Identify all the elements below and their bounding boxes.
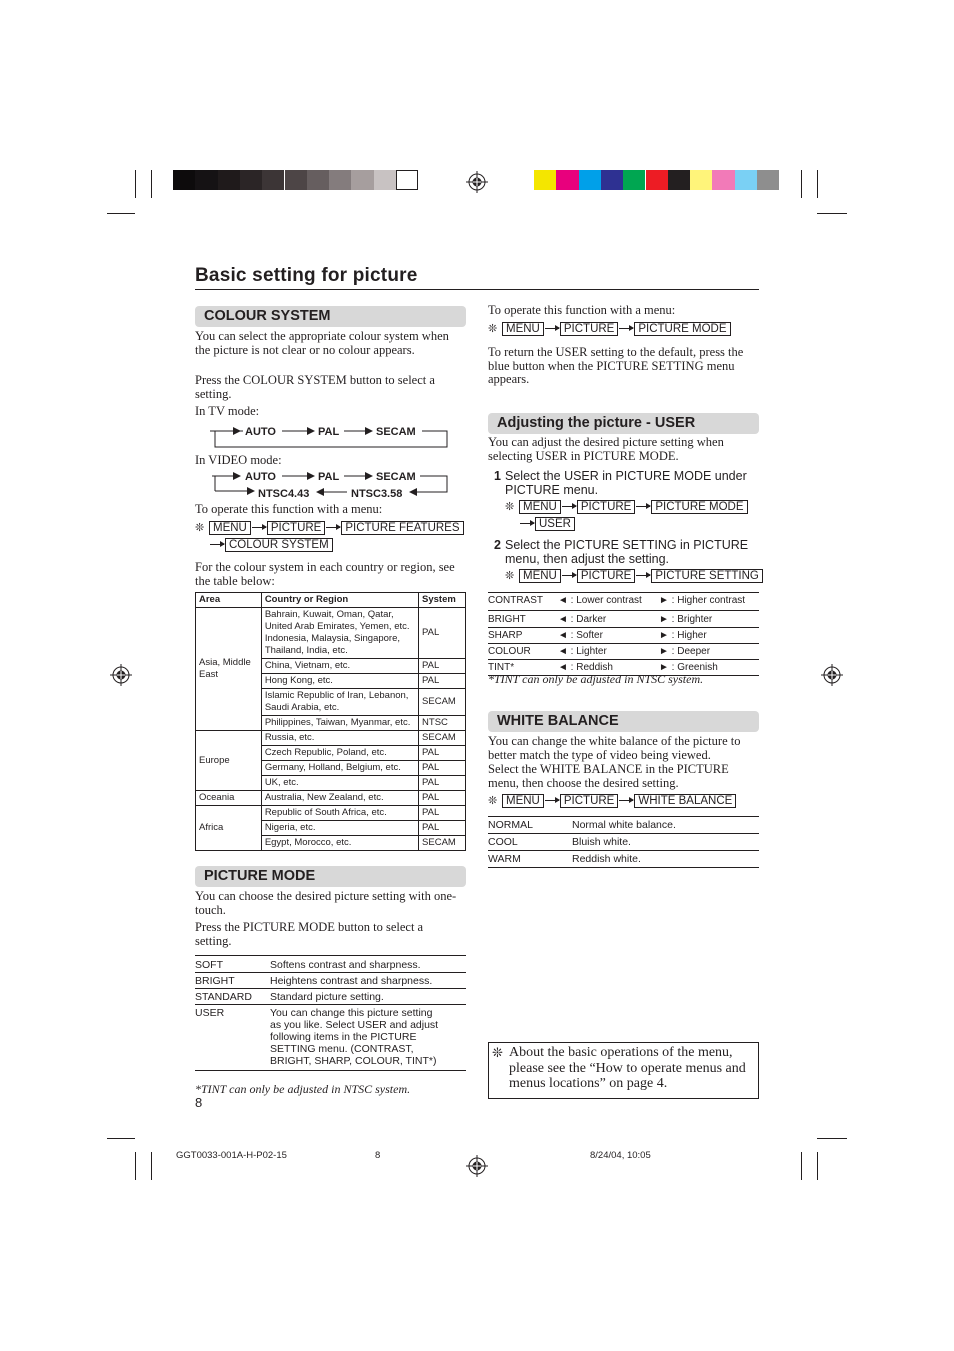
picture-mode-heading: PICTURE MODE <box>195 866 466 887</box>
setting-left: ◄ : Softer <box>558 630 603 641</box>
color-swatch <box>757 170 779 190</box>
asterisk-icon: ❊ <box>195 522 205 534</box>
step-1-menu-path-cont <box>519 517 575 531</box>
asterisk-icon: ❊ <box>492 1045 503 1060</box>
step-1-menu-path <box>505 500 748 514</box>
white-balance-menu-path <box>488 794 736 808</box>
table-cell-area: Europe <box>196 731 262 791</box>
table-cell-area: Africa <box>196 806 262 851</box>
mode-name: BRIGHT <box>195 975 235 987</box>
title-rule <box>195 289 759 290</box>
mode-desc: Softens contrast and sharpness. <box>270 959 421 971</box>
gray-swatch <box>374 170 396 190</box>
gray-swatch <box>262 170 284 190</box>
adjusting-heading: Adjusting the picture - USER <box>488 413 759 434</box>
step-2-text: Select the PICTURE SETTING in PICTURE menu, then adjust the setting. <box>505 538 749 566</box>
setting-right: ► : Deeper <box>659 646 711 657</box>
table-header-area: Area <box>196 593 262 608</box>
footer-code: GGT0033-001A-H-P02-15 <box>176 1150 287 1161</box>
table-cell-country: UK, etc. <box>261 776 418 791</box>
white-balance-select: Select the WHITE BALANCE in the PICTURE menu, then choose the desired setting. <box>488 762 729 790</box>
table-row <box>195 989 466 1005</box>
tv-flow-auto: AUTO <box>245 426 276 438</box>
gray-swatch <box>240 170 262 190</box>
picture-mode-menu-path <box>488 322 731 336</box>
tv-mode-label: In TV mode: <box>195 404 260 418</box>
wb-desc: Normal white balance. <box>572 819 676 831</box>
table-cell-country: Australia, New Zealand, etc. <box>261 791 418 806</box>
table-cell-system: PAL <box>419 674 466 689</box>
gray-swatch <box>285 170 307 190</box>
table-row <box>195 1005 466 1071</box>
menu-path-menu: MENU <box>519 500 561 514</box>
menu-path-colour-system: COLOUR SYSTEM <box>225 538 333 552</box>
table-row <box>195 956 466 973</box>
gray-swatch <box>329 170 351 190</box>
table-cell-system: PAL <box>419 776 466 791</box>
colour-system-press: Press the COLOUR SYSTEM button to select a setting. <box>195 373 435 401</box>
table-header-system: System <box>419 593 466 608</box>
menu-path-user: USER <box>535 517 575 531</box>
menu-path-picture-features: PICTURE FEATURES <box>341 521 463 535</box>
colour-table-intro: For the colour system in each country or region, see the table below: <box>195 560 455 588</box>
table-cell-system: PAL <box>419 761 466 776</box>
table-cell-country: Russia, etc. <box>261 731 418 746</box>
arrow-right-icon <box>619 328 633 329</box>
gray-swatch <box>307 170 329 190</box>
registration-mark-icon <box>821 664 843 686</box>
gray-swatch <box>173 170 195 190</box>
table-row <box>488 628 759 644</box>
wb-desc: Bluish white. <box>572 836 631 848</box>
picture-mode-table <box>195 955 466 1071</box>
asterisk-icon: ❊ <box>488 795 498 807</box>
setting-left: ◄ : Reddish <box>558 662 613 673</box>
table-row <box>488 817 759 834</box>
colour-system-menu-path <box>195 521 464 535</box>
asterisk-icon: ❊ <box>505 501 515 513</box>
table-row <box>488 644 759 660</box>
menu-path-picture: PICTURE <box>560 794 618 808</box>
page-number: 8 <box>195 1095 203 1110</box>
table-cell-system: SECAM <box>419 689 466 716</box>
color-swatch <box>690 170 712 190</box>
picture-mode-intro: You can choose the desired picture setting with one-touch. <box>195 889 457 917</box>
table-row <box>196 791 466 806</box>
menu-path-menu: MENU <box>502 794 544 808</box>
table-cell-system: PAL <box>419 746 466 761</box>
color-swatch <box>534 170 556 190</box>
setting-name: BRIGHT <box>488 614 526 625</box>
step-1-text: Select the USER in PICTURE MODE under PICTURE menu. <box>505 469 747 497</box>
table-cell-country: Germany, Holland, Belgium, etc. <box>261 761 418 776</box>
tv-flow-secam: SECAM <box>376 426 416 438</box>
mode-desc: Standard picture setting. <box>270 991 384 1003</box>
adjusting-footnote: *TINT can only be adjusted in NTSC system. <box>488 672 704 686</box>
step-2-menu-path <box>505 569 763 583</box>
color-swatch <box>556 170 578 190</box>
setting-left: ◄ : Darker <box>558 614 607 625</box>
page-title: Basic setting for picture <box>195 265 418 286</box>
wb-name: COOL <box>488 836 518 848</box>
table-row <box>196 806 466 821</box>
table-row <box>488 834 759 851</box>
wb-desc: Reddish white. <box>572 853 641 865</box>
video-flow-auto: AUTO <box>245 471 276 483</box>
table-row <box>195 973 466 989</box>
white-balance-intro: You can change the white balance of the picture to better match the type of video being viewed. <box>488 734 741 762</box>
tv-flow-pal: PAL <box>318 426 340 438</box>
color-swatch <box>668 170 690 190</box>
table-row <box>488 611 759 628</box>
color-swatch <box>601 170 623 190</box>
setting-name: TINT* <box>488 662 515 673</box>
table-header-country: Country or Region <box>261 593 418 608</box>
table-cell-country: China, Vietnam, etc. <box>261 659 418 674</box>
registration-mark-icon <box>110 664 132 686</box>
mode-name: USER <box>195 1007 225 1019</box>
arrow-right-icon <box>252 527 266 528</box>
video-flow-pal: PAL <box>318 471 340 483</box>
video-flow-secam: SECAM <box>376 471 416 483</box>
color-swatch <box>579 170 601 190</box>
step-2-number: 2 <box>494 538 501 552</box>
gray-swatch <box>396 170 418 190</box>
picture-mode-menu-intro: To operate this function with a menu: <box>488 303 676 317</box>
table-row <box>196 608 466 659</box>
table-cell-country: Czech Republic, Poland, etc. <box>261 746 418 761</box>
table-cell-country: Philippines, Taiwan, Myanmar, etc. <box>261 716 418 731</box>
table-cell-system: PAL <box>419 659 466 674</box>
table-cell-area: Asia, Middle East <box>196 608 262 731</box>
menu-path-menu: MENU <box>502 322 544 336</box>
menu-path-picture-mode: PICTURE MODE <box>634 322 730 336</box>
arrow-right-icon <box>520 523 534 524</box>
return-default-text: To return the USER setting to the default, press the blue button when the PICTURE SETTING menu appears. <box>488 345 744 387</box>
table-row <box>488 593 759 611</box>
table-cell-system: NTSC <box>419 716 466 731</box>
table-cell-system: PAL <box>419 821 466 836</box>
tv-mode-flow-diagram <box>210 421 455 451</box>
adjust-settings-table <box>488 592 759 676</box>
white-balance-table <box>488 816 759 868</box>
picture-mode-press: Press the PICTURE MODE button to select a setting. <box>195 920 424 948</box>
table-cell-system: PAL <box>419 608 466 659</box>
colour-system-heading: COLOUR SYSTEM <box>195 306 466 327</box>
video-flow-ntsc358: NTSC3.58 <box>351 488 403 500</box>
table-row <box>196 731 466 746</box>
table-cell-country: Bahrain, Kuwait, Oman, Qatar, United Arab Emirates, Yemen, etc. Indonesia, Malaysia, Singapore, Thailand, India, etc. <box>261 608 418 659</box>
wb-name: WARM <box>488 853 521 865</box>
colour-system-intro: You can select the appropriate colour system when the picture is not clear or no colour appears. <box>195 329 449 357</box>
menu-path-picture: PICTURE <box>560 322 618 336</box>
asterisk-icon: ❊ <box>505 570 515 582</box>
footer-page: 8 <box>375 1150 381 1161</box>
picture-mode-footnote: *TINT can only be adjusted in NTSC system. <box>195 1082 411 1096</box>
gray-swatch <box>195 170 217 190</box>
table-cell-country: Hong Kong, etc. <box>261 674 418 689</box>
arrow-right-icon <box>562 575 576 576</box>
arrow-right-icon <box>326 527 340 528</box>
colour-system-menu-path-cont <box>209 538 333 552</box>
table-cell-system: PAL <box>419 791 466 806</box>
arrow-right-icon <box>562 506 576 507</box>
menu-operations-note <box>488 1042 759 1099</box>
wb-name: NORMAL <box>488 819 533 831</box>
color-swatch <box>712 170 734 190</box>
table-cell-country: Republic of South Africa, etc. <box>261 806 418 821</box>
note-text: About the basic operations of the menu, please see the “How to operate menus and menus locations” on page 4. <box>509 1045 746 1091</box>
color-swatch <box>735 170 757 190</box>
video-mode-flow-diagram <box>210 467 455 501</box>
colour-menu-intro: To operate this function with a menu: <box>195 502 383 516</box>
adjusting-intro: You can adjust the desired picture setting when selecting USER in PICTURE MODE. <box>488 435 724 463</box>
video-mode-label: In VIDEO mode: <box>195 453 282 467</box>
asterisk-icon: ❊ <box>488 323 498 335</box>
table-cell-system: SECAM <box>419 836 466 851</box>
table-cell-system: SECAM <box>419 731 466 746</box>
setting-right: ► : Brighter <box>659 614 713 625</box>
footer-date: 8/24/04, 10:05 <box>590 1150 651 1161</box>
arrow-right-icon <box>636 506 650 507</box>
arrow-right-icon <box>636 575 650 576</box>
menu-path-menu: MENU <box>519 569 561 583</box>
step-1-number: 1 <box>494 469 501 483</box>
arrow-right-icon <box>619 800 633 801</box>
arrow-right-icon <box>545 800 559 801</box>
table-header-row <box>196 593 466 608</box>
setting-name: CONTRAST <box>488 595 543 606</box>
table-cell-country: Islamic Republic of Iran, Lebanon, Saudi Arabia, etc. <box>261 689 418 716</box>
menu-path-picture: PICTURE <box>577 500 635 514</box>
setting-right: ► : Greenish <box>659 662 718 673</box>
mode-desc: You can change this picture setting as you like. Select USER and adjust following items in the PICTURE SETTING menu. (CONTRAST, BRIGHT, SHARP, COLOUR, TINT*) <box>270 1007 439 1067</box>
table-cell-system: PAL <box>419 806 466 821</box>
setting-right: ► : Higher contrast <box>659 595 746 606</box>
color-swatch <box>646 170 668 190</box>
table-row <box>488 851 759 868</box>
setting-left: ◄ : Lighter <box>558 646 607 657</box>
menu-path-white-balance: WHITE BALANCE <box>634 794 736 808</box>
setting-name: SHARP <box>488 630 523 641</box>
mode-name: SOFT <box>195 959 223 971</box>
registration-mark-icon <box>466 1155 488 1177</box>
menu-path-picture: PICTURE <box>577 569 635 583</box>
gray-swatch <box>351 170 373 190</box>
mode-name: STANDARD <box>195 991 252 1003</box>
setting-right: ► : Higher <box>659 630 707 641</box>
colour-system-table <box>195 592 466 851</box>
mode-desc: Heightens contrast and sharpness. <box>270 975 433 987</box>
table-cell-area: Oceania <box>196 791 262 806</box>
table-cell-country: Nigeria, etc. <box>261 821 418 836</box>
registration-mark-icon <box>466 171 488 193</box>
setting-left: ◄ : Lower contrast <box>558 595 642 606</box>
menu-path-picture-mode: PICTURE MODE <box>651 500 747 514</box>
setting-name: COLOUR <box>488 646 531 657</box>
white-balance-heading: WHITE BALANCE <box>488 711 759 732</box>
video-flow-ntsc443: NTSC4.43 <box>258 488 310 500</box>
table-cell-country: Egypt, Morocco, etc. <box>261 836 418 851</box>
menu-path-picture: PICTURE <box>267 521 325 535</box>
gray-swatch <box>218 170 240 190</box>
color-swatch <box>623 170 645 190</box>
menu-path-picture-setting: PICTURE SETTING <box>651 569 763 583</box>
arrow-right-icon <box>210 544 224 545</box>
arrow-right-icon <box>545 328 559 329</box>
menu-path-menu: MENU <box>209 521 251 535</box>
